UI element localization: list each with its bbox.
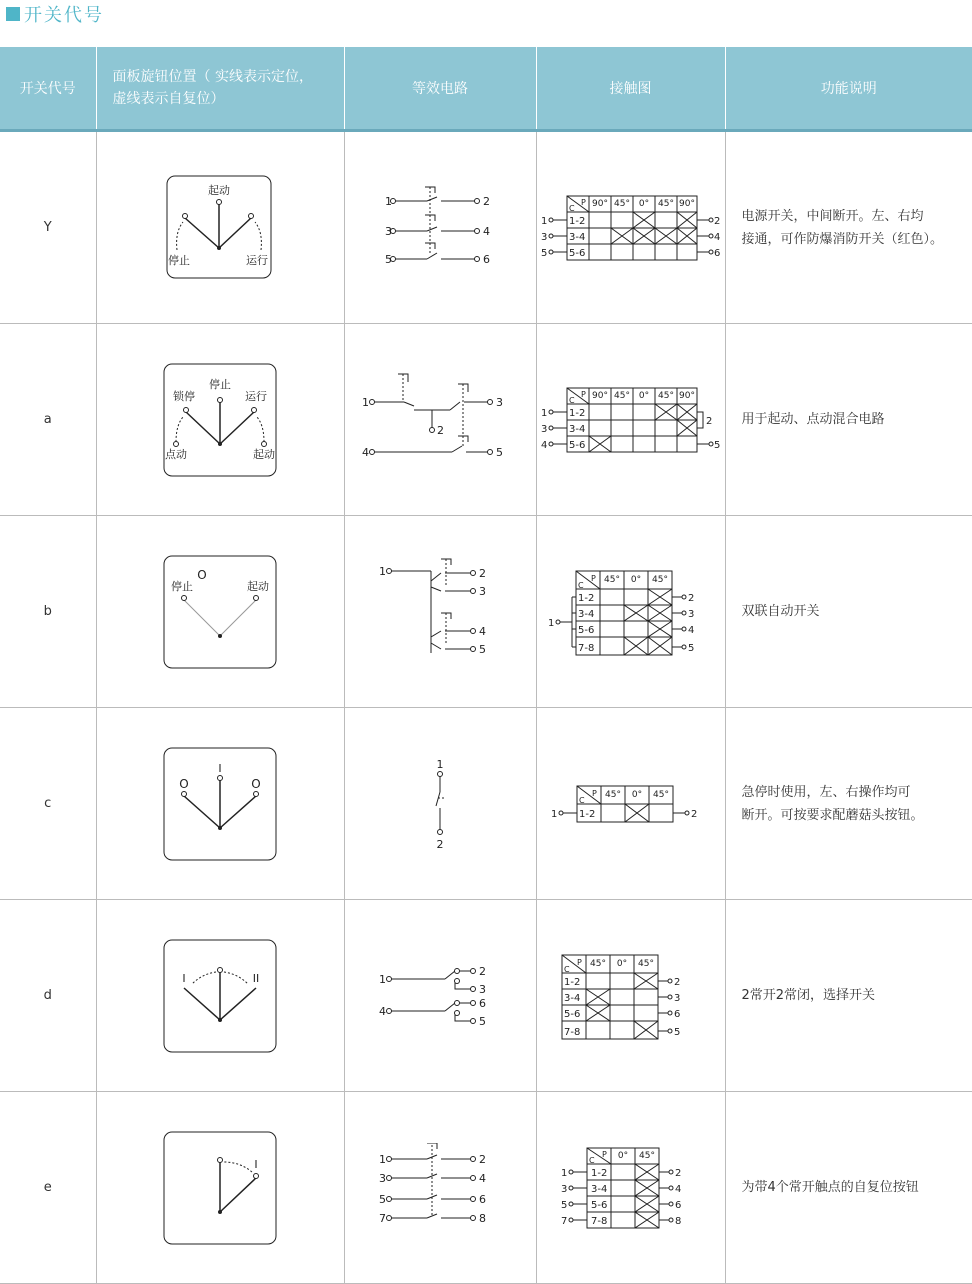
table-row [0, 516, 972, 708]
contact-row-label: 1-2 [577, 592, 594, 604]
function-description [725, 708, 972, 900]
circuit-cell [344, 1092, 536, 1284]
terminal-label: 1 [379, 564, 386, 578]
terminal-label: 4 [479, 1171, 486, 1185]
contact-angle: 45° [651, 574, 668, 585]
terminal-label: 5 [540, 247, 547, 259]
title-square-icon [6, 7, 20, 21]
equivalent-circuit [360, 370, 520, 470]
desc-line: 断开。可按要求配蘑菇头按钮。 [741, 807, 924, 823]
terminal-label: 3 [540, 423, 547, 435]
desc-line: 双联自动开关 [741, 604, 820, 619]
terminal-label: 3 [540, 231, 547, 243]
contact-angle: 45° [652, 789, 669, 800]
contact-corner-c: C [588, 1155, 595, 1165]
knob-label-left: 停止 [171, 579, 193, 593]
terminal-label: 4 [483, 224, 490, 238]
desc-line: 电源开关，中间断开。左、右均 [741, 208, 924, 224]
contact-row-label: 5-6 [590, 1199, 607, 1211]
terminal-label: 2 [673, 976, 680, 988]
knob-label-upper-left: 锁停 [173, 389, 195, 403]
terminal-label: 1 [540, 407, 547, 419]
contact-corner-p: P [576, 957, 582, 967]
contact-row-label: 1-2 [568, 407, 585, 419]
terminal-label: 3 [479, 584, 486, 598]
function-description [725, 324, 972, 516]
contact-chart-cell [536, 324, 725, 516]
switch-spec-table [0, 47, 972, 1284]
knob-diagram-cell [96, 516, 344, 708]
contact-angle: 90° [678, 198, 695, 209]
contact-corner-c: C [577, 580, 584, 590]
contact-angle: 45° [613, 390, 630, 401]
table-row [0, 131, 972, 324]
header-panel [96, 47, 344, 131]
knob-label-left: 点动 [165, 447, 187, 461]
terminal-label: 2 [479, 1152, 486, 1166]
contact-row-label: 5-6 [568, 247, 585, 259]
terminal-label: 2 [479, 566, 486, 580]
contact-angle: 45° [613, 198, 630, 209]
knob-label-left: O [179, 776, 189, 791]
contact-chart [541, 384, 721, 456]
header-panel-line1: 面板旋钮位置（ 实线表示定位， [112, 69, 313, 85]
contact-corner-c: C [578, 795, 585, 805]
contact-angle: 45° [604, 789, 621, 800]
table-row [0, 708, 972, 900]
knob-label-right: O [251, 776, 261, 791]
contact-angle: 45° [657, 390, 674, 401]
contact-chart [561, 1144, 701, 1232]
contact-chart-cell [536, 900, 725, 1092]
terminal-label: 3 [687, 608, 694, 620]
circuit-cell [344, 900, 536, 1092]
switch-code: d [0, 900, 96, 1092]
terminal-label: 6 [479, 1192, 486, 1206]
contact-angle: 45° [638, 1150, 655, 1161]
terminal-label: 8 [674, 1215, 681, 1227]
equivalent-circuit [375, 1143, 505, 1233]
terminal-label: 2 [436, 837, 444, 851]
knob-label-right: I [254, 1157, 258, 1171]
contact-angle: 90° [591, 390, 608, 401]
function-description [725, 1092, 972, 1284]
switch-code: c [0, 708, 96, 900]
contact-row-label: 1-2 [568, 215, 585, 227]
contact-angle: 0° [617, 1150, 628, 1161]
contact-corner-p: P [601, 1149, 607, 1159]
contact-row-label: 5-6 [577, 624, 594, 636]
terminal-label: 6 [674, 1199, 681, 1211]
knob-diagram [162, 554, 278, 670]
desc-line: 急停时使用，左、右操作均可 [741, 784, 911, 800]
circuit-cell [344, 131, 536, 324]
contact-angle: 90° [591, 198, 608, 209]
function-description [725, 516, 972, 708]
page-title-text: 开关代号 [24, 5, 104, 26]
terminal-label: 3 [379, 1171, 386, 1185]
header-function: 功能说明 [725, 47, 972, 131]
contact-angle: 0° [616, 958, 627, 969]
terminal-label: 3 [385, 224, 392, 238]
function-description [725, 900, 972, 1092]
knob-label-right: II [252, 971, 260, 985]
switch-code: Y [0, 131, 96, 324]
terminal-label: 7 [560, 1215, 567, 1227]
contact-angle: 45° [589, 958, 606, 969]
knob-diagram [162, 746, 278, 862]
terminal-label: 4 [540, 439, 547, 451]
terminal-label: 7 [379, 1211, 386, 1225]
terminal-label: 5 [379, 1192, 386, 1206]
desc-line: 为带4个常开触点的自复位按钮 [741, 1180, 919, 1195]
contact-row-label: 3-4 [577, 608, 594, 620]
terminal-label: 2 [713, 215, 720, 227]
terminal-label: 5 [385, 252, 392, 266]
contact-row-label: 3-4 [568, 423, 585, 435]
contact-row-label: 5-6 [568, 439, 585, 451]
contact-angle: 0° [638, 198, 649, 209]
circuit-cell [344, 516, 536, 708]
contact-angle: 0° [638, 390, 649, 401]
terminal-label: 5 [560, 1199, 567, 1211]
terminal-label: 1 [436, 757, 444, 771]
desc-line: 用于起动、点动混合电路 [741, 412, 885, 427]
knob-diagram [165, 174, 275, 282]
terminal-label: 6 [479, 996, 486, 1010]
terminal-label: 2 [687, 592, 694, 604]
terminal-label: 4 [674, 1183, 681, 1195]
switch-code: e [0, 1092, 96, 1284]
header-circuit: 等效电路 [344, 47, 536, 131]
contact-corner-c: C [568, 203, 575, 213]
contact-row-label: 7-8 [577, 642, 594, 654]
terminal-label: 3 [673, 992, 680, 1004]
knob-label-upper-right: 运行 [245, 389, 267, 403]
terminal-label: 5 [479, 1014, 486, 1028]
equivalent-circuit [375, 183, 505, 273]
terminal-label: 2 [479, 964, 486, 978]
contact-chart [551, 782, 711, 826]
contact-row-label: 5-6 [563, 1008, 580, 1020]
contact-row-label: 3-4 [590, 1183, 607, 1195]
knob-diagram-cell [96, 900, 344, 1092]
equivalent-circuit [375, 557, 505, 667]
contact-chart-cell [536, 516, 725, 708]
terminal-label: 8 [479, 1211, 486, 1225]
contact-angle: 45° [603, 574, 620, 585]
contact-row-label: 1-2 [578, 808, 595, 820]
table-header-row [0, 47, 972, 131]
contact-row-label: 1-2 [590, 1167, 607, 1179]
terminal-label: 5 [479, 642, 486, 656]
header-code: 开关代号 [0, 47, 96, 131]
terminal-label: 4 [713, 231, 720, 243]
equivalent-circuit [375, 961, 505, 1031]
terminal-label: 2 [483, 194, 490, 208]
terminal-label: 2 [690, 808, 697, 820]
table-row [0, 1092, 972, 1284]
knob-label-top: 停止 [209, 377, 231, 391]
contact-row-label: 7-8 [590, 1215, 607, 1227]
contact-chart [546, 567, 716, 657]
knob-label-top: I [218, 761, 222, 775]
knob-diagram-cell [96, 324, 344, 516]
desc-line: 接通，可作防爆消防开关（红色）。 [741, 231, 944, 247]
terminal-label: 6 [673, 1008, 680, 1020]
contact-row-label: 3-4 [568, 231, 585, 243]
terminal-label: 4 [479, 624, 486, 638]
terminal-label: 5 [713, 439, 720, 451]
circuit-cell [344, 708, 536, 900]
contact-corner-c: C [568, 395, 575, 405]
contact-corner-c: C [563, 964, 570, 974]
knob-diagram [162, 938, 278, 1054]
terminal-label: 2 [705, 415, 712, 427]
header-contact: 接触图 [536, 47, 725, 131]
terminal-label: 1 [379, 1152, 386, 1166]
contact-corner-p: P [580, 389, 586, 399]
contact-row-label: 7-8 [563, 1026, 580, 1038]
terminal-label: 3 [496, 395, 503, 409]
terminal-label: 1 [547, 617, 554, 629]
header-panel-line2: 虚线表示自复位） [112, 91, 225, 107]
knob-diagram [162, 362, 278, 478]
terminal-label: 4 [379, 1004, 386, 1018]
switch-code: a [0, 324, 96, 516]
contact-chart-cell [536, 708, 725, 900]
terminal-label: 1 [385, 194, 392, 208]
terminal-label: 2 [674, 1167, 681, 1179]
terminal-label: 1 [550, 808, 557, 820]
page-title [6, 2, 104, 26]
contact-chart [541, 192, 721, 264]
terminal-label: 5 [673, 1026, 680, 1038]
contact-corner-p: P [590, 573, 596, 583]
equivalent-circuit [420, 754, 460, 854]
knob-label-left: I [182, 971, 186, 985]
terminal-label: 5 [496, 445, 503, 459]
contact-row-label: 1-2 [563, 976, 580, 988]
terminal-label: 1 [560, 1167, 567, 1179]
terminal-label: 6 [713, 247, 720, 259]
knob-diagram-cell [96, 708, 344, 900]
switch-code: b [0, 516, 96, 708]
knob-diagram-cell [96, 131, 344, 324]
knob-label-top: O [197, 567, 207, 582]
terminal-label: 1 [362, 395, 369, 409]
contact-chart-cell [536, 131, 725, 324]
terminal-label: 5 [687, 642, 694, 654]
contact-angle: 45° [657, 198, 674, 209]
table-row [0, 324, 972, 516]
knob-diagram [162, 1130, 278, 1246]
knob-label-right: 起动 [253, 447, 275, 461]
circuit-cell [344, 324, 536, 516]
knob-label-top: 起动 [208, 183, 230, 197]
terminal-label: 3 [479, 982, 486, 996]
knob-label-right: 起动 [247, 579, 269, 593]
knob-label-right: 运行 [246, 253, 268, 267]
terminal-label: 3 [560, 1183, 567, 1195]
contact-corner-p: P [580, 197, 586, 207]
table-row [0, 900, 972, 1092]
contact-angle: 0° [631, 789, 642, 800]
terminal-label: 4 [687, 624, 694, 636]
terminal-label: 1 [379, 972, 386, 986]
contact-chart-cell [536, 1092, 725, 1284]
contact-angle: 90° [678, 390, 695, 401]
terminal-label: 6 [483, 252, 490, 266]
function-description [725, 131, 972, 324]
terminal-label: 2 [437, 423, 444, 437]
knob-diagram-cell [96, 1092, 344, 1284]
knob-label-left: 停止 [168, 253, 190, 267]
terminal-label: 1 [540, 215, 547, 227]
desc-line: 2常开2常闭，选择开关 [741, 988, 876, 1003]
terminal-label: 4 [362, 445, 369, 459]
contact-row-label: 3-4 [563, 992, 580, 1004]
contact-angle: 0° [630, 574, 641, 585]
contact-chart [556, 951, 706, 1041]
contact-angle: 45° [637, 958, 654, 969]
contact-corner-p: P [591, 788, 597, 798]
